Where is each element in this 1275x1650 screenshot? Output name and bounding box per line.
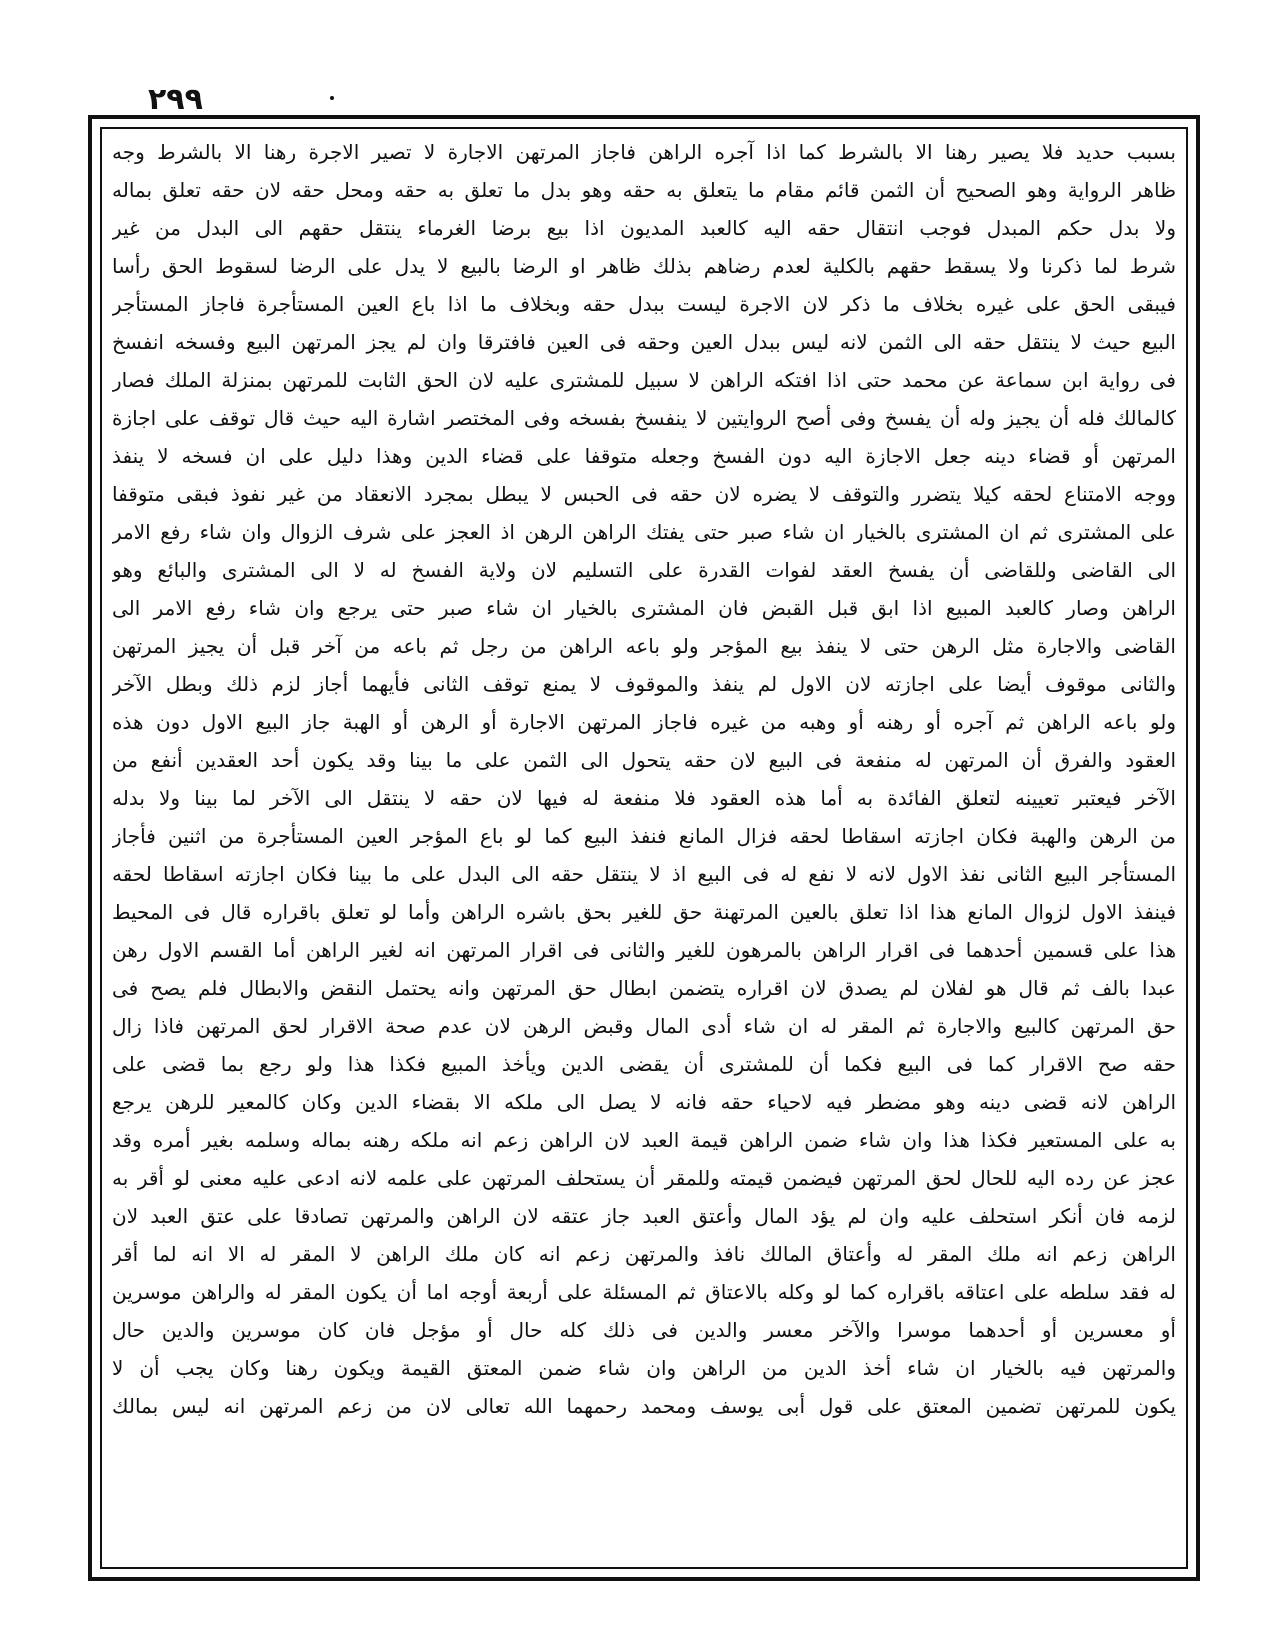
text-line: عبدا بالف ثم قال هو لفلان لم یصدق لان اقراره یتضمن ابطال حق المرتهن وانه یحتمل النقض والابطال فلم یصح فی [112, 976, 1176, 1000]
text-line: والثانی موقوف أیضا علی اجازته لان الاول لم ینفذ والموقوف لا یمنع توقف الثانی فأیهما أجاز لزم ذلك وبطل الآخر [112, 672, 1176, 696]
text-line: الراهن وصار کالعبد المبیع اذا ابق قبل القبض فان المشتری بالخیار ان شاء صبر حتی یرجع وان شاء رفع الامر الی [112, 596, 1176, 620]
text-line: البیع حیث لا ینتقل حقه الی الثمن لانه لیس ببدل العین وحقه فی العین فافترقا وان لم یجز المرتهن البیع وفسخه انفسخ [112, 330, 1176, 354]
text-line: الراهن زعم انه ملك المقر له وأعتاق المالك نافذ والمرتهن زعم انه کان ملك الراهن لا المقر له الا انه لما أقر [112, 1242, 1176, 1266]
text-line: ظاهر الروایة وهو الصحیح أن الثمن قائم مقام ما یتعلق به حقه وهو بدل ما تعلق به حقه ومحل حقه لان حقه تعلق بماله [112, 178, 1176, 202]
text-line: فیبقی الحق علی غیره بخلاف ما ذکر لان الاجرة لیست ببدل حقه وبخلاف ما اذا باع العین المستأجرة فاجاز المستأجر [112, 292, 1176, 316]
text-line: المستأجر البیع الثانی نفذ الاول لانه لا نفع له فی البیع اذ لا ینتقل حقه الی البدل علی ما بینا فکان اجازته اسقاطا لحقه [112, 862, 1176, 886]
text-line: القاضی والاجارة مثل الرهن حتی لا ینفذ بیع المؤجر ولو باعه الراهن من رجل ثم باعه من آخر قبل أن یجیز المرتهن [112, 634, 1176, 658]
text-line: له فقد سلطه علی اعتاقه باقراره کما لو وکله بالاعتاق ثم المسئلة علی أربعة أوجه اما أن یکون المقر له والراهن موسرین [112, 1280, 1176, 1304]
text-line: بسبب حدید فلا یصیر رهنا الا بالشرط کما اذا آجره الراهن فاجاز المرتهن الاجارة لا تصیر الاجرة رهنا الا بالشرط وجه [112, 140, 1176, 164]
text-line: العقود والفرق أن المرتهن له منفعة فی البیع لان حقه یتحول الی الثمن علی ما بینا وقد یکون أحد العقدین أنفع من [112, 748, 1176, 772]
text-line: والمرتهن فیه بالخیار ان شاء أخذ الدین من الراهن وان شاء ضمن المعتق القیمة ویکون رهنا وکان یجب أن لا [112, 1356, 1176, 1380]
text-line: حقه صح الاقرار کما فی البیع فکما أن للمشتری أن یقضی الدین ویأخذ المبیع فکذا هذا ولو رجع بما قضی علی [112, 1052, 1176, 1076]
text-line: حق المرتهن کالبیع والاجارة ثم المقر له ان شاء أدی المال وقبض الرهن لان عدم صحة الاقرار لحق المرتهن فاذا زال [112, 1014, 1176, 1038]
text-line: ولو باعه الراهن ثم آجره أو رهنه أو وهبه من غیره فاجاز المرتهن الاجارة أو الرهن أو الهبة جاز البیع الاول دون هذه [112, 710, 1176, 734]
text-body [112, 133, 1176, 1425]
text-line: یکون للمرتهن تضمین المعتق علی قول أبی یوسف ومحمد رحمهما الله تعالی لان من زعم المرتهن انه لیس بمالك [112, 1394, 1176, 1418]
text-line: علی المشتری ثم ان المشتری بالخیار ان شاء صبر حتی یفتك الراهن الرهن اذ العجز علی شرف الزوال وان شاء رفع الامر [112, 520, 1176, 544]
text-line: الی القاضی وللقاضی أن یفسخ العقد لفوات القدرة علی التسلیم لان ولایة الفسخ له لا الی المشتری والبائع وهو [112, 558, 1176, 582]
text-line: المرتهن أو قضاء دینه جعل الاجازة الیه دون الفسخ وجعله متوقفا علی قضاء الدین وهذا دلیل علی ان فسخه لا ینفذ [112, 444, 1176, 468]
text-line: من الرهن والهبة فکان اجازته اسقاطا لحقه فزال المانع فنفذ البیع کما لو باع المؤجر العین المستأجرة من اثنین فأجاز [112, 824, 1176, 848]
text-line: شرط لما ذکرنا ولا یسقط حقهم بالکلیة لعدم رضاهم بذلك ظاهر او الرضا بالبیع لا یدل علی الرضا لسقوط الحق رأسا [112, 254, 1176, 278]
text-line: عجز عن رده الیه للحال لحق المرتهن فیضمن قیمته وللمقر أن یستحلف المرتهن علی علمه لانه ادعی علیه معنی لو أقر به [112, 1166, 1176, 1190]
text-line: لزمه فان أنکر استحلف علیه وان لم یؤد المال وأعتق العبد جاز عتقه لان الراهن والمرتهن تصادقا علی عتق العبد لان [112, 1204, 1176, 1228]
text-line: أو معسرین أو أحدهما موسرا والآخر معسر والدین فی ذلك کله حال أو مؤجل فان کان موسرین والدین حال [112, 1318, 1176, 1342]
text-line: هذا علی قسمین أحدهما فی اقرار الراهن بالمرهون للغیر والثانی فی اقرار المرتهن انه لغیر الراهن أما القسم الاول رهن [112, 938, 1176, 962]
text-line: ووجه الامتناع لحقه کیلا یتضرر والتوقف لا یضره لان حقه فی الحبس لا یبطل بمجرد الانعقاد من غیر نفوذ فبقی متوقفا [112, 482, 1176, 506]
text-line: الآخر فیعتبر تعیینه لتعلق الفائدة به أما هذه العقود فلا منفعة له فیها لان حقه لا ینتقل الی الآخر لما بینا ولا بدله [112, 786, 1176, 810]
text-line: فی روایة ابن سماعة عن محمد حتی اذا افتکه الراهن لا سبیل للمشتری علیه لان الحق الثابت للمرتهن بمنزلة الملك فصار [112, 368, 1176, 392]
page-border-inner [100, 127, 1188, 1569]
text-line: الراهن لانه قضی دینه وهو مضطر فیه لاحیاء حقه فانه لا یصل الی ملکه الا بقضاء الدین وکان کالمعیر للرهن یرجع [112, 1090, 1176, 1114]
text-line: ولا بدل حکم المبدل فوجب انتقال حقه الیه کالعبد المدیون اذا بیع برضا الغرماء ینتقل حقهم الی البدل من غیر [112, 216, 1176, 240]
text-line: کالمالك فله أن یجیز وله أن یفسخ وفی أصح الروایتین لا ینفسخ بفسخه وفی المختصر اشارة الیه حیث قال توقف علی اجازة [112, 406, 1176, 430]
ink-dot [330, 96, 334, 100]
text-line: به علی المستعیر فکذا هذا وان شاء ضمن الراهن قیمة العبد لان الراهن زعم انه ملکه رهنه بماله وسلمه بغیر أمره وقد [112, 1128, 1176, 1152]
page-number: ٢٩٩ [148, 82, 203, 117]
text-line: فینفذ الاول لزوال المانع هذا اذا تعلق بالعین المرتهنة حق للغیر بحق باشره الراهن وأما لو تعلق باقراره قال فی المحیط [112, 900, 1176, 924]
